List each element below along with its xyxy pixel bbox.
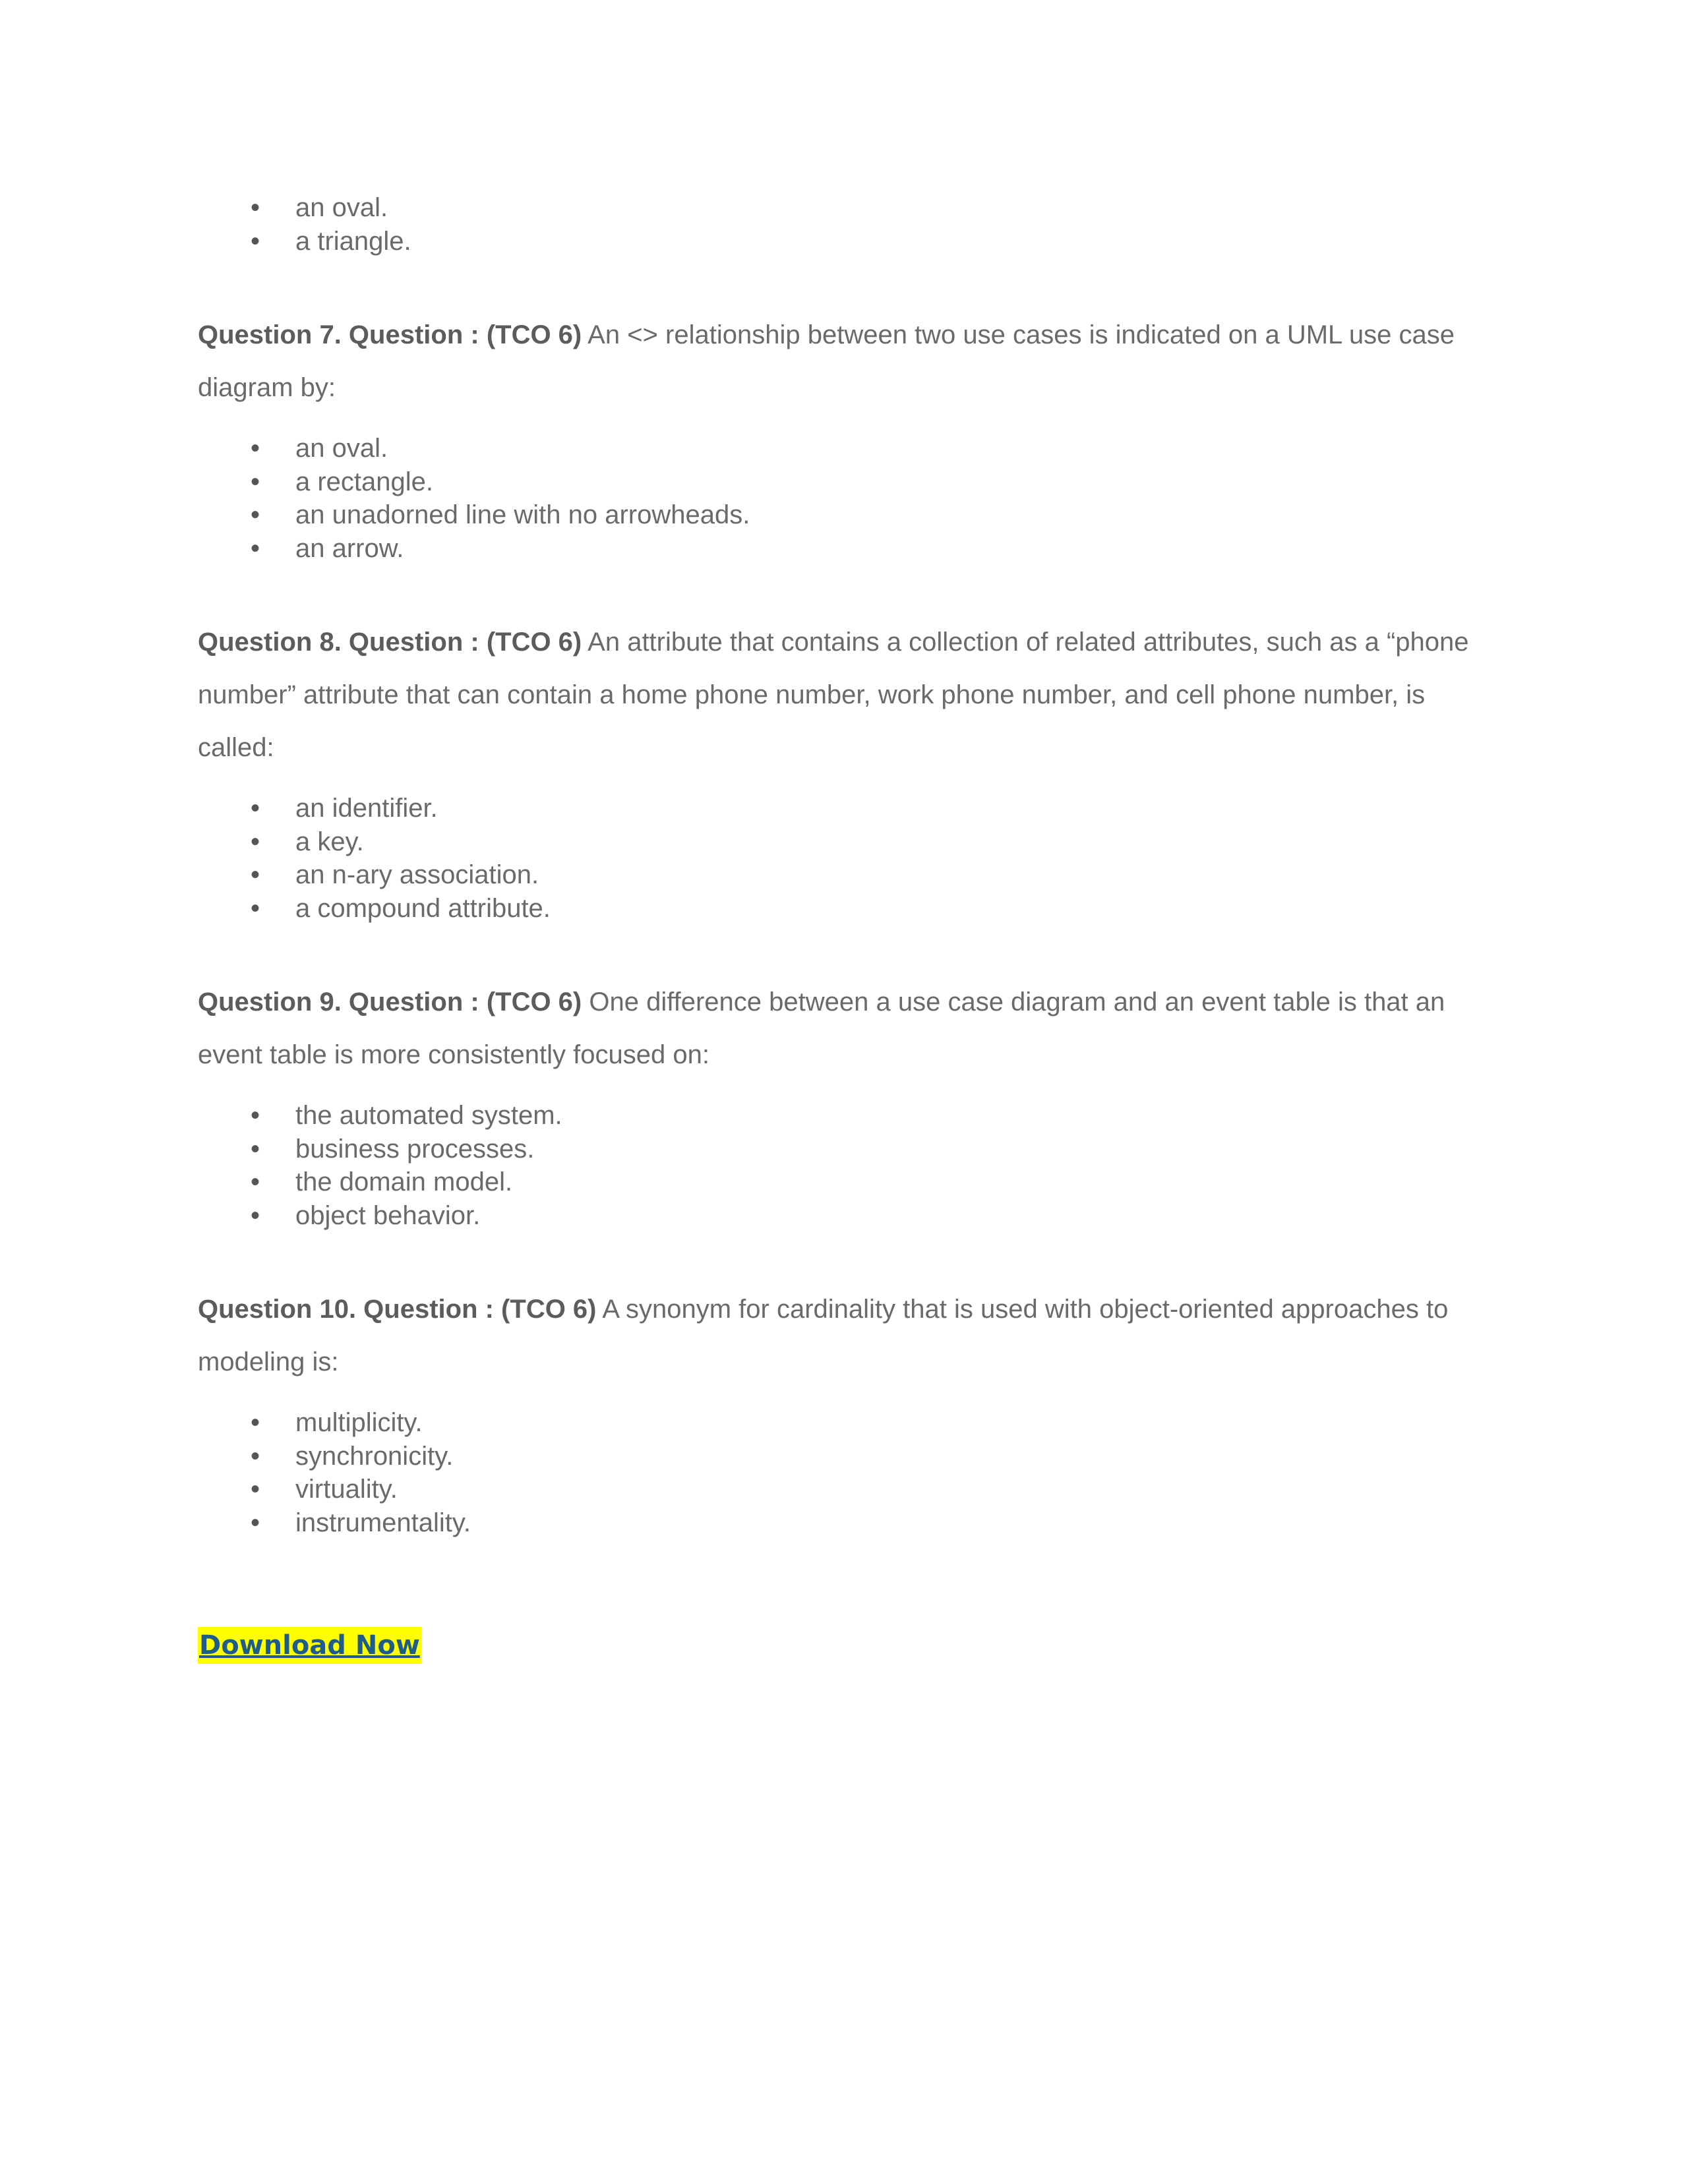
- bullet-icon: •: [250, 533, 260, 563]
- answer-option: • an oval.: [295, 432, 1490, 465]
- answer-option: • the domain model.: [295, 1166, 1490, 1199]
- answer-option: • an oval.: [295, 191, 1490, 225]
- question-heading: Question 7. Question : (TCO 6): [198, 320, 582, 349]
- answer-options-list: [198, 191, 1490, 258]
- question-9-text: [198, 976, 1490, 1081]
- answer-option: • a triangle.: [295, 225, 1490, 258]
- answer-options-list: [198, 1099, 1490, 1232]
- question-body: An attribute that contains a collection of related attributes, such as a “phone number” attribute that can contain a home phone number, work phone number, and cell phone number, is called:: [198, 628, 1469, 762]
- question-7-text: [198, 309, 1490, 414]
- question-body: A synonym for cardinality that is used with object-oriented approaches to modeling is:: [198, 1295, 1449, 1376]
- bullet-icon: •: [250, 860, 260, 889]
- answer-option: • business processes.: [295, 1133, 1490, 1166]
- question-heading: Question 8. Question : (TCO 6): [198, 628, 582, 657]
- bullet-icon: •: [250, 1408, 260, 1437]
- bullet-icon: •: [250, 1441, 260, 1471]
- bullet-icon: •: [250, 1508, 260, 1537]
- answer-option: • a compound attribute.: [295, 892, 1490, 926]
- bullet-icon: •: [250, 500, 260, 529]
- answer-option: • a key.: [295, 825, 1490, 859]
- bullet-icon: •: [250, 193, 260, 222]
- answer-option: • an unadorned line with no arrowheads.: [295, 498, 1490, 532]
- bullet-icon: •: [250, 1101, 260, 1130]
- answer-option: • multiplicity.: [295, 1406, 1490, 1440]
- document-page: [198, 191, 1490, 1664]
- answer-option: • instrumentality.: [295, 1506, 1490, 1540]
- question-body: An <> relationship between two use cases is indicated on a UML use case diagram by:: [198, 320, 1455, 402]
- bullet-icon: •: [250, 434, 260, 463]
- download-section: [198, 1627, 1490, 1664]
- answer-option: • a rectangle.: [295, 465, 1490, 499]
- answer-options-list: [198, 432, 1490, 565]
- bullet-icon: •: [250, 794, 260, 823]
- bullet-icon: •: [250, 1475, 260, 1504]
- answer-option: • an arrow.: [295, 532, 1490, 566]
- bullet-icon: •: [250, 467, 260, 496]
- bullet-icon: •: [250, 1167, 260, 1196]
- bullet-icon: •: [250, 1134, 260, 1164]
- answer-option: • the automated system.: [295, 1099, 1490, 1133]
- bullet-icon: •: [250, 1200, 260, 1230]
- question-heading: Question 10. Question : (TCO 6): [198, 1295, 597, 1324]
- bullet-icon: •: [250, 226, 260, 256]
- download-now-link[interactable]: Download Now: [198, 1627, 421, 1664]
- bullet-icon: •: [250, 827, 260, 856]
- answer-option: • synchronicity.: [295, 1440, 1490, 1473]
- question-8-text: [198, 616, 1490, 774]
- answer-options-list: [198, 792, 1490, 925]
- answer-option: • an identifier.: [295, 792, 1490, 825]
- question-10-text: [198, 1283, 1490, 1388]
- answer-option: • an n-ary association.: [295, 858, 1490, 892]
- answer-option: • object behavior.: [295, 1199, 1490, 1233]
- bullet-icon: •: [250, 893, 260, 923]
- question-body: One difference between a use case diagram and an event table is that an event table is more consistently focused on:: [198, 988, 1445, 1069]
- answer-options-list: [198, 1406, 1490, 1539]
- answer-option: • virtuality.: [295, 1473, 1490, 1506]
- question-heading: Question 9. Question : (TCO 6): [198, 988, 582, 1017]
